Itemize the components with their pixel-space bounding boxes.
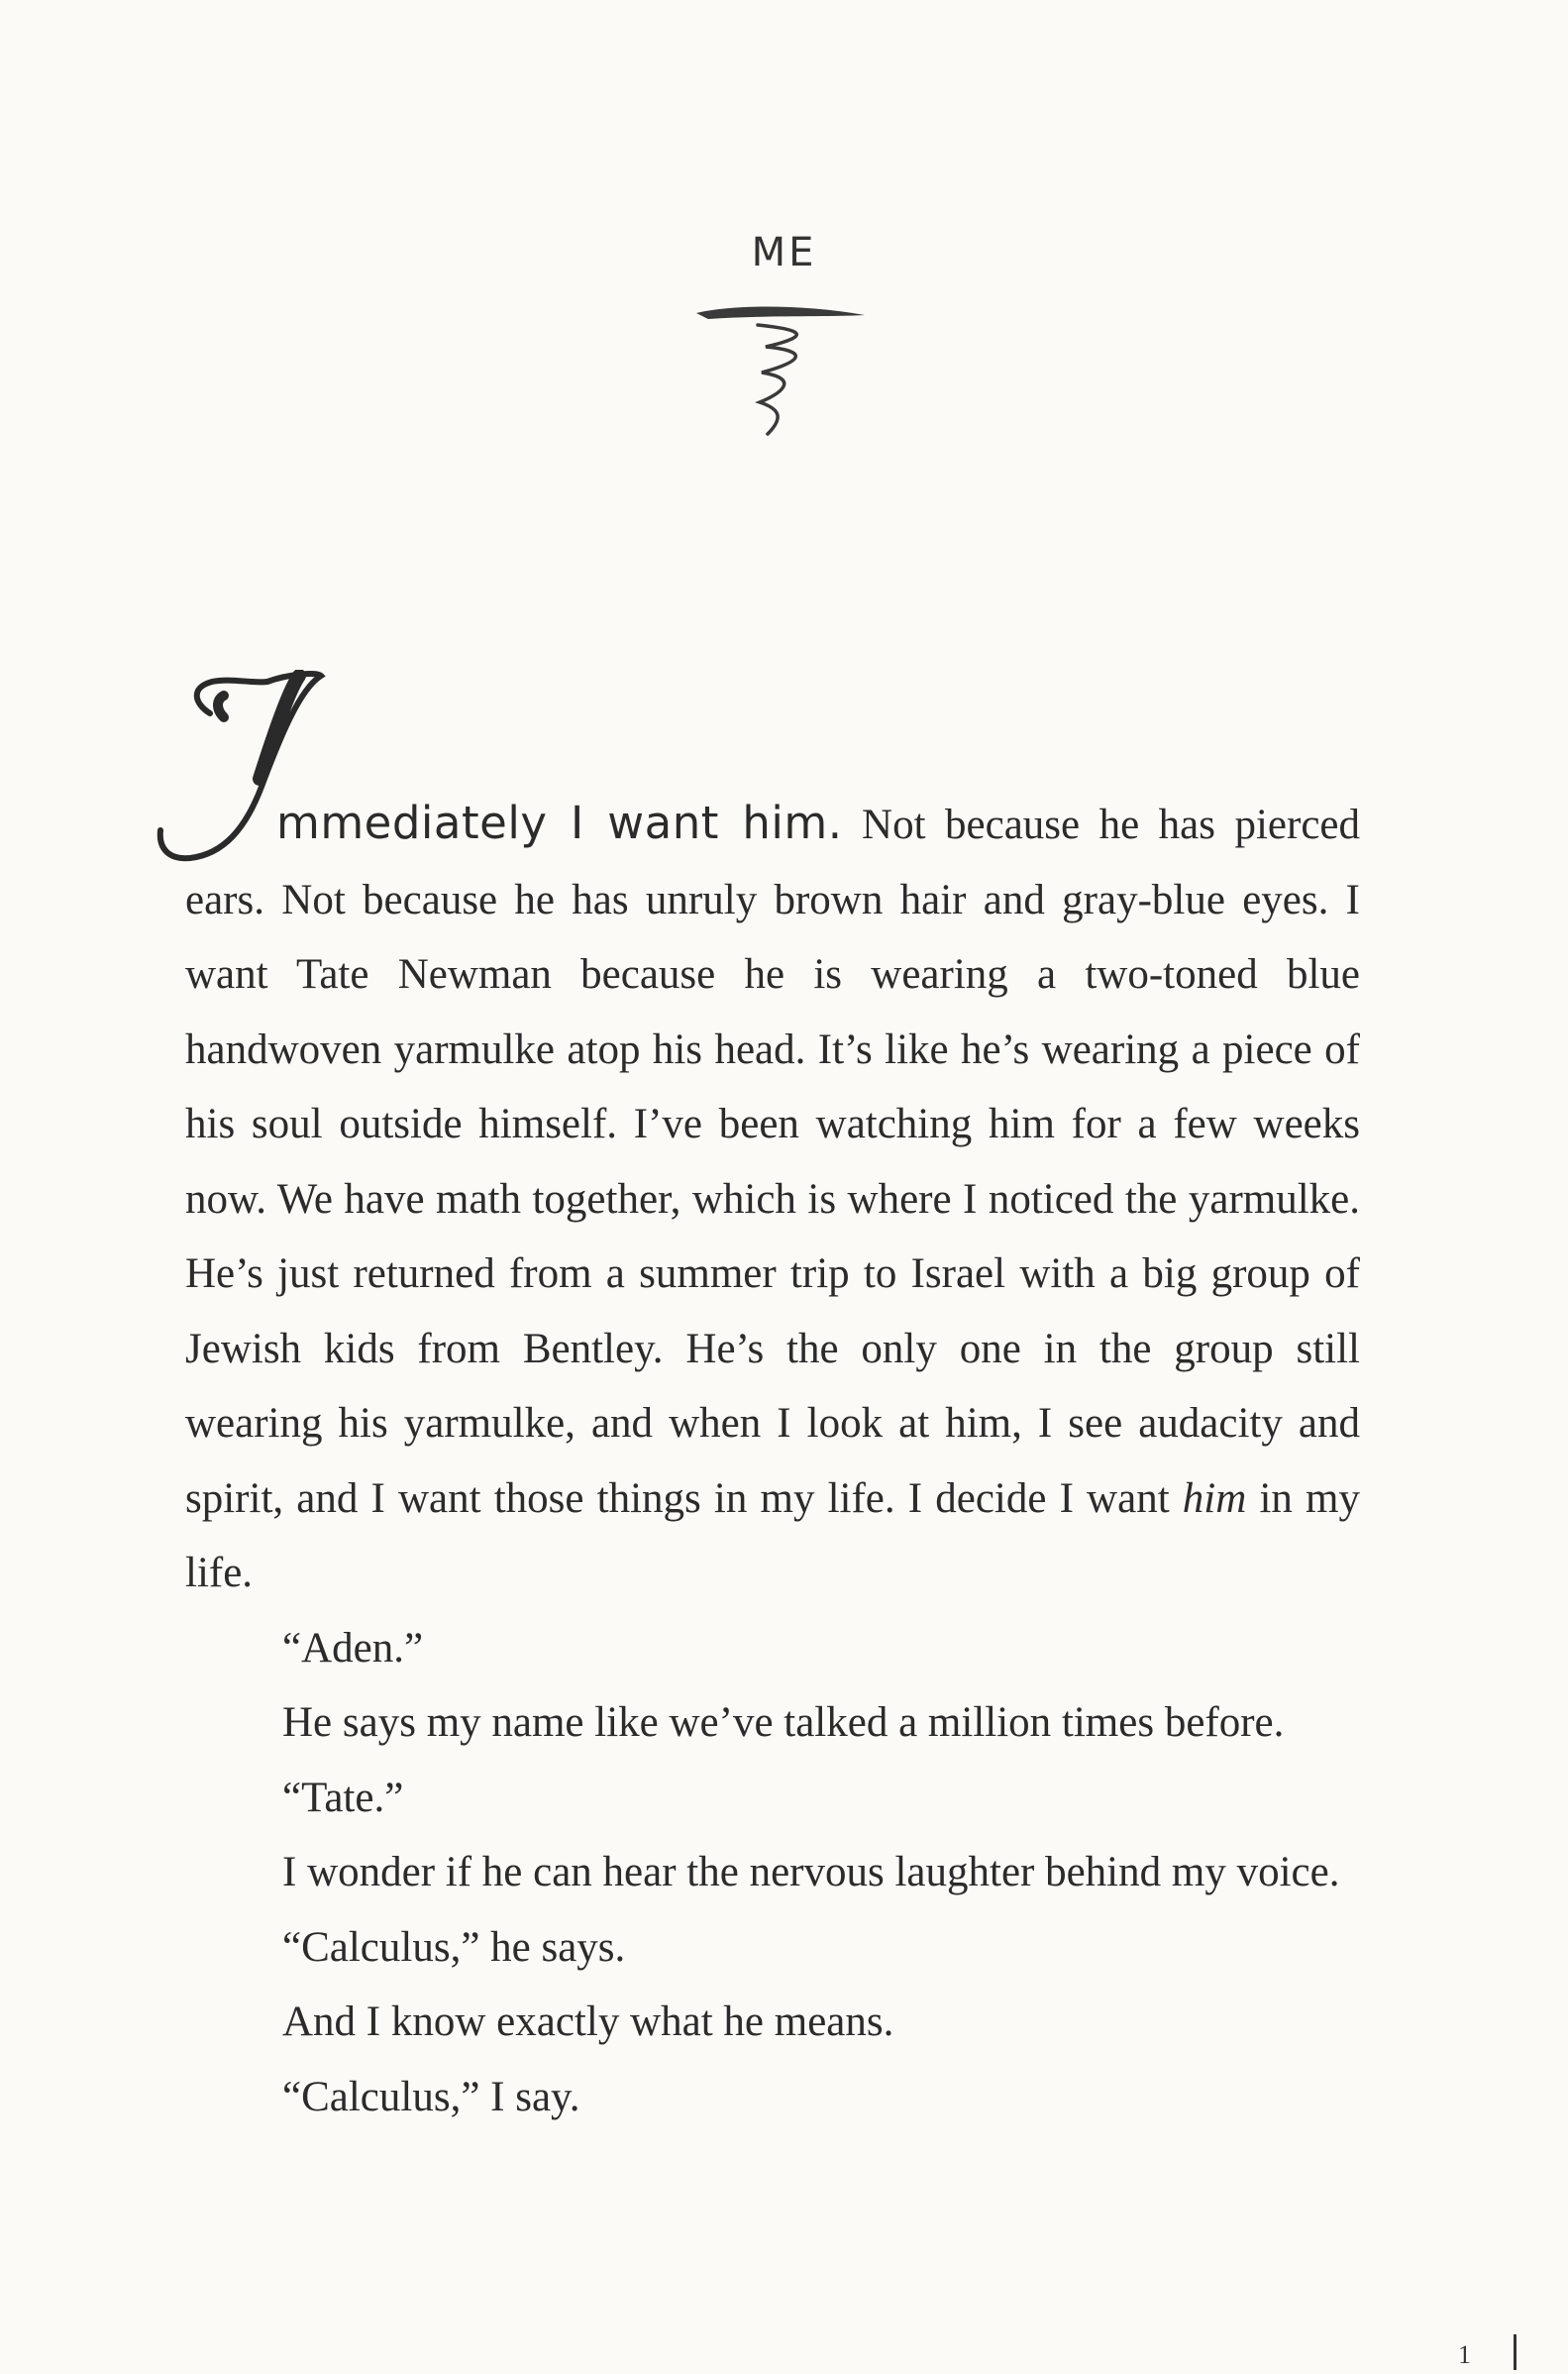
opening-paragraph [185,786,1360,1611]
opening-text: Not because he has pierced ears. Not because he has unruly brown hair and gray-blue eyes. I want Tate Newman because he is wearing a two-toned blue handwoven yarmulke atop his head. It’s like he’s wearing a piece of his soul outside himself. I’ve been watching him for a few weeks now. We have math together, which is where I noticed the yarmulke. He’s just returned from a summer trip to Israel with a big group of Jewish kids from Bentley. He’s the only one in the group still wearing his yarmulke, and when I look at him, I see audacity and spirit, and I want those things in my life. I decide I want [185,802,1360,1522]
paragraph: “Calculus,” he says. [282,1923,626,1971]
paragraph: “Tate.” [282,1774,404,1821]
opening-text-end: in my life. [185,1474,1360,1596]
page-number: 1 [1458,2340,1471,2369]
chapter-title: ME [751,230,817,275]
emphasized-word: him [1182,1474,1247,1522]
paragraph: I wonder if he can hear the nervous laughter behind my voice. [282,1849,1340,1895]
lead-in-text: mmediately I want him. [276,797,843,849]
paragraph: And I know exactly what he means. [282,1998,894,2045]
page-number-rule [1514,2334,1516,2370]
chapter-body [185,786,1360,2134]
paragraph: He says my name like we’ve talked a million times before. [282,1699,1285,1746]
paragraph: “Aden.” [282,1624,424,1672]
paragraph: “Calculus,” I say. [282,2073,580,2120]
swirl-flourish-icon [688,295,877,459]
